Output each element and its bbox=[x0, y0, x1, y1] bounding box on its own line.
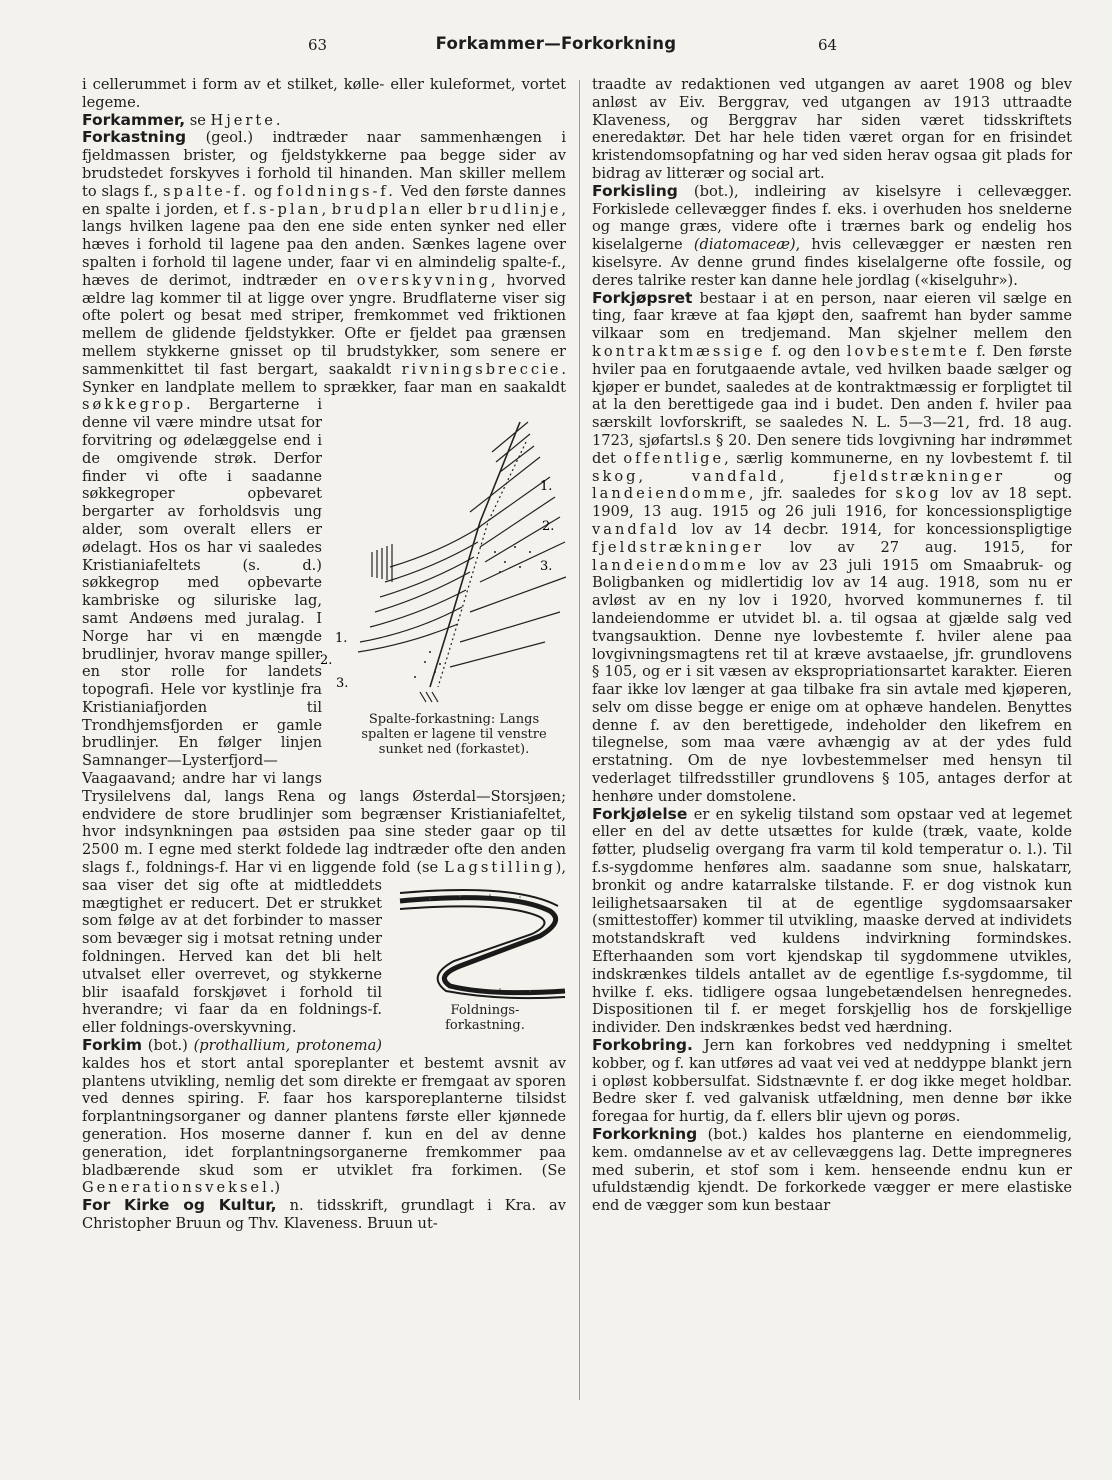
headword: Forkim bbox=[82, 1036, 143, 1055]
entry-forkjopsret: Forkjøpsret bestaar i at en person, naar eieren vil sælge en ting, faar kræve at faa kjøpt den, saafremt han byder samme vilkaar som en tredjemand. Man skjelner mellem den kontraktmæssige f. og den lovbestemte f. Den første hviler paa en forutgaaende avtale, ved hvilken baade sælger og kjøper er bundet, saaledes at de kontraktmæssig er forpligtet til at la den berettigede gaa ind i budet. Den anden f. hviler paa særskilt lovforskrift, se saaledes N. L. 5—3—21, frd. 18 aug. 1723, sjøfartsl.s § 20. Den senere tids lovgivning har indrømmet det offentlige, særlig kommunerne, en ny lovbestemt f. til skog, vandfald, fjeldstrækninger og landeiendomme, jfr. saaledes for skog lov av 18 sept. 1909, 13 aug. 1915 og 26 juli 1916, for koncessionspligtige vandfald lov av 14 decbr. 1914, for koncessionspligtige fjeldstrækninger lov av 27 aug. 1915, for landeiendomme lov av 23 juli 1915 om Smaabruk- og Boligbanken og midlertidig lov av 14 aug. 1918, som nu er avløst av en ny lov i 1920, hvorved kommunernes f. til landeiendomme er utvidet bl. a. til ogsaa at gjælde salg ved tvangsauktion. Denne nye lovbestemte f. hviler alene paa lovgivningsmagtens ret til at kræve avstaaelse, jfr. grundlovens § 105, og er i sit væsen av ekspropriationsartet karakter. Eieren faar ikke lov længer at gaa tilbake fra sin avtale med kjøperen, selv om disse begge er enige om at ophæve handelen. Benyttes denne f. av den berettigede, indeholder den likefrem en tilegnelse, som maa være avhængig av at der ydes fuld erstatning. Om de nye lovbestemmelser med hensyn til vederlaget tilfredsstiller grundlovens § 105, antages derfor at henhøre under domstolene. bbox=[592, 288, 1073, 805]
entry-for-kirke-og-kultur: For Kirke og Kultur, n. tidsskrift, grundlagt i Kra. av Christopher Bruun og Thv. Klaveness. Bruun ut- bbox=[82, 1196, 567, 1232]
headword: Forkjølelse bbox=[592, 804, 688, 823]
entry-forkisling: Forkisling (bot.), indleiring av kiselsyre i cellevægger. Forkislede cellevægger findes f. eks. i overhuden hos snelderne og mange græs, videre ofte i trærnes bark og endelig hos kiselalgerne (diatomaceæ), hvis cellevægger er næsten ren kiselsyre. Av denne grund findes kiselalgerne ofte fossile, og deres talrike rester kan danne hele jordlag («kiselguhr»). bbox=[592, 181, 1072, 289]
fold-diagram bbox=[390, 881, 570, 1001]
fault-figure bbox=[320, 402, 570, 772]
layer-label-right-1: 1. bbox=[540, 479, 553, 495]
continued-entry: traadte av redaktionen ved utgangen av aaret 1908 og blev anløst av Eiv. Berggrav, ved utgangen av 1913 uttraadte Klaveness, og Berggrav har siden været tidsskriftets eneredaktør. Det har hele tiden været organ for en frisindet kristendomsopfatning og har ved siden herav ogsaa git plads for bidrag av litterær og social art. bbox=[592, 76, 1072, 182]
entry-forkammer: Forkammer, se Hjerte. bbox=[82, 110, 281, 129]
headword: Forkisling bbox=[592, 181, 678, 200]
layer-label-right-3: 3. bbox=[540, 559, 553, 575]
entry-forkastning: Forkastning (geol.) indtræder naar sammenhængen i fjeldmassen brister, og fjeldstykkerne paa begge sider av brudstedet forskyves i forhold til hinanden. Man skiller mellem to slags f., spalte-f. og foldnings-f. Ved den første dannes en spalte i jorden, et f.s-plan, brudplan eller brudlinje, langs hvilken lagene paa den ene side enten synker ned eller hæves i forhold til lagene paa den anden. Sænkes lagene over spalten i forhold til lagene under, faar vi en almindelig spalte-f., hæves de derimot, indtræder en overskyvning, hvorved ældre lag kommer til at ligge over yngre. Brudflaterne viser sig ofte polert og besat med striper, fremkommet ved friktionen mellem de glidende fjeldstykker. Ofte er fjeldet paa grænsen mellem stykkerne gnisset op til brudstykker, som senere er sammenkittet til fast bergart, saakaldt rivningsbreccie. Synker en landplate mellem to sprækker, faar man en saakaldt søkkegrop 1. 2. 3. 1. 2. 3. Spalte-forkastning: Langs spalten er lagene til venstre sunket ned (forkastet). . Bergarterne i denne vil være mindre utsat for forvitring og ødelæggelse end i de omgivende strøk. Derfor finder vi ofte i saadanne søkkegroper opbevaret bergarter av forholdsvis ung alder, som overalt ellers er ødelagt. Hos os har vi saaledes Kristianiafeltets (s. d.) søkkegrop med opbevarte kambriske og siluriske lag, samt Andøens med juralag. I Norge har vi en mængde brudlinjer, hvorav mange spiller en stor rolle for landets topografi. Hele vor kystlinje fra Kristianiafjorden til Trondhjemsfjorden er gamle brudlinjer. En følger linjen Samnanger—Lysterfjord—Vaagaavand; andre har vi langs Trysilelvens dal, langs Rena og langs Østerdal—Storsjøen; endvidere de store brudlinjer som begrænser Kristianiafeltet, hvor indsynkningen paa østsiden paa sine steder gaar op til 2500 m. I egne med sterkt foldede lag indtræder ofte den anden slags f., foldnings-f. Har vi en liggende fold (se Lagstilling Foldnings-forkastning. ), saa viser det sig ofte at midtleddets mægtighet er reducert. Det er strukket som følge av at det forbinder to masser som bevæger sig i motsat retning under foldningen. Herved kan det bli helt utvalset eller overrevet, og stykkerne blir isaafald forskjøvet i forhold til hverandre; vi faar da en foldnings-f. eller foldnings-overskyvning. bbox=[82, 129, 566, 1037]
layer-label-right-2: 2. bbox=[542, 519, 555, 535]
entry-forkobring: Forkobring. Jern kan forkobres ved neddypning i smeltet kobber, og f. kan utføres ad vaat vei ved at neddyppe blankt jern i opløst kobbersulfat. Sidstnævnte f. er dog ikke meget holdbar. Bedre sker f. ved galvanisk utfældning, men denne bør ikke foregaa for hurtig, da f. ellers blir ujevn og porøs. bbox=[592, 1036, 1072, 1126]
layer-label-left-1: 1. bbox=[335, 631, 348, 647]
fault-figure-caption: Spalte-forkastning: Langs spalten er lagene til venstre sunket ned (forkastet). bbox=[361, 712, 547, 758]
entry-forkorkning: Forkorkning (bot.) kaldes hos planterne en eiendommelig, kem. omdannelse av et av cellevæggens lag. Dette impregneres med suberin, et stof som i kem. henseende endnu kun er ufuldstændig kjendt. De forkorkede vægger er mere elastiske end de vægger som kun bestaar bbox=[592, 1125, 1072, 1215]
layer-label-left-3: 3. bbox=[336, 676, 349, 692]
layer-label-left-2: 2. bbox=[320, 653, 333, 669]
right-page-number: 64 bbox=[818, 36, 838, 54]
left-page-number: 63 bbox=[308, 36, 328, 54]
fault-diagram bbox=[320, 402, 570, 712]
headword: Forkjøpsret bbox=[592, 288, 693, 307]
headword: Forkastning bbox=[82, 128, 187, 147]
headword: Forkobring. bbox=[592, 1036, 693, 1055]
fold-figure-caption: Foldnings-forkastning. bbox=[445, 1002, 525, 1033]
headword: For Kirke og Kultur, bbox=[82, 1196, 277, 1215]
column-divider bbox=[579, 80, 580, 1400]
entry-forkim: Forkim (bot.) (prothallium, protonema) kaldes hos et stort antal sporeplanter et bestemt avsnit av plantens utvikling, nemlig det som direkte er fremgaat av sporen ved dennes spiring. F. faar hos karsporeplanterne tilsidst forplantningsorganer og danner plantens første eller kjønnede generation. Hos moserne danner f. kun en del av denne generation, idet forplantningsorganerne fremkommer paa bladbærende skud som er utviklet fra forkimen. (Se Generationsveksel.) bbox=[82, 1036, 566, 1197]
entry-forkjolelse: Forkjølelse er en sykelig tilstand som opstaar ved at legemet eller en del av dette utsættes for kulde (træk, vaate, kolde føtter, pludselig overgang fra varm til kold temperatur o. l.). Til f.s-sygdomme henføres alm. saadanne som snue, halskatarr, bronkit og andre katarralske tilstande. F. er dog vistnok kun leilighetsaarsaken til at de egentlige sygdomsaarsaker (smittestoffer) kommer til utvikling, maaske derved at individets motstandskraft ved kuldens indvirkning formindskes. Efterhaanden som vort kjendskap til sygdommene utvikles, indskrænkes tildels antallet av de egentlige f.s-sygdomme, til hvilke f. eks. tidligere ogsaa lungebetændelsen henregnedes. Dispositionen til f. er meget forskjellig hos de forskjellige individer. Den indskrænkes bedst ved hærdning. bbox=[592, 804, 1072, 1037]
left-column bbox=[82, 76, 566, 1233]
running-title: Forkammer—Forkorkning bbox=[435, 34, 677, 53]
headword: Forkorkning bbox=[592, 1125, 698, 1144]
page-header bbox=[0, 36, 1112, 62]
fold-figure bbox=[390, 881, 570, 1041]
cross-reference: Hjerte bbox=[210, 111, 276, 129]
continued-entry: i cellerummet i form av et stilket, kølle- eller kuleformet, vortet legeme. bbox=[82, 76, 566, 111]
right-column bbox=[592, 76, 1072, 1215]
headword: Forkammer, bbox=[82, 110, 186, 129]
